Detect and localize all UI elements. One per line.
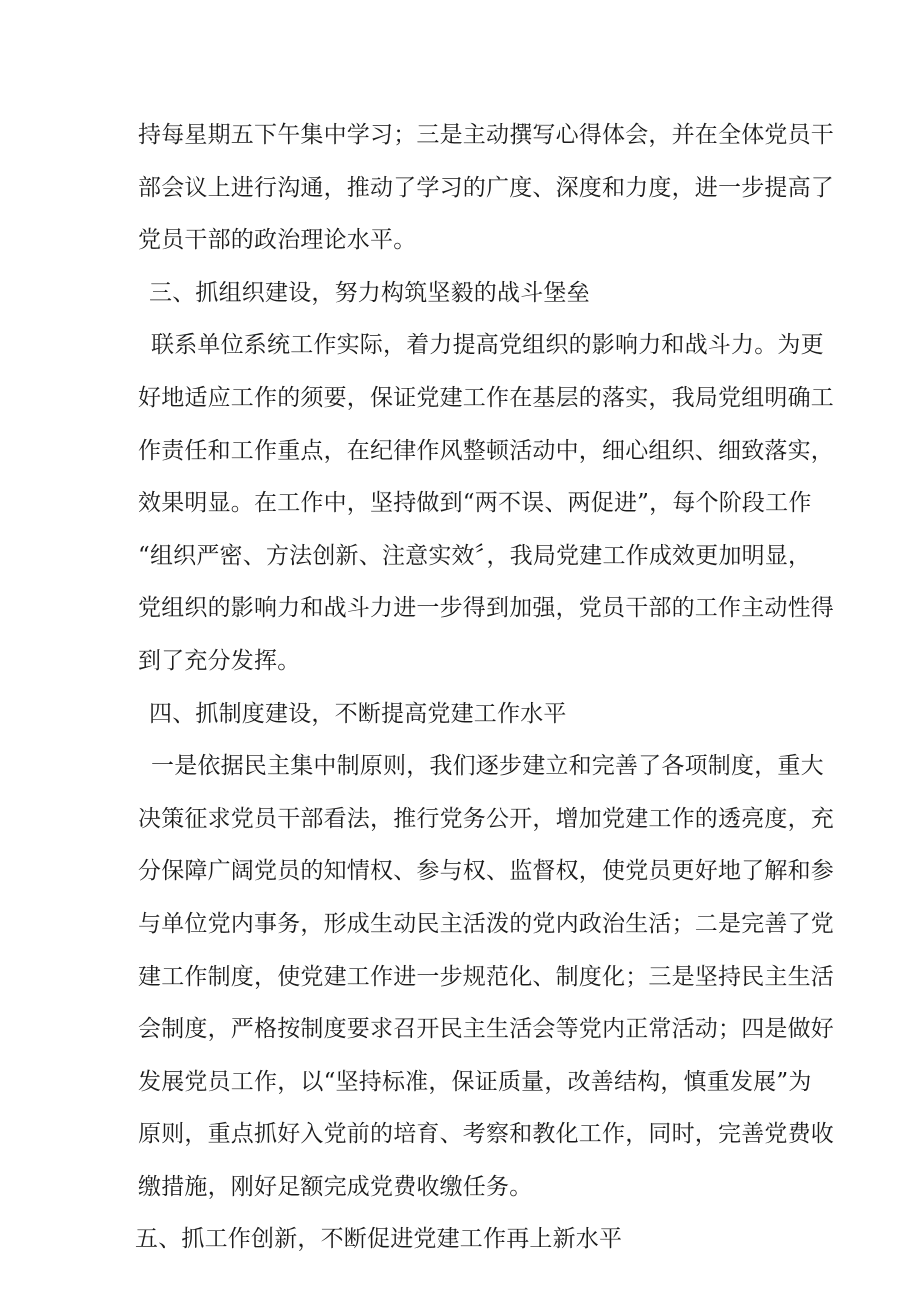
text-line: 持每星期五下午集中学习；三是主动撰写心得体会，并在全体党员干 (138, 122, 834, 148)
text-line: 作责任和工作重点，在纪律作风整顿活动中，细心组织、细致落实， (138, 437, 834, 464)
text-line: 党组织的影响力和战斗力进一步得到加强，党员干部的工作主动性得 (138, 595, 834, 622)
text-line: 部会议上进行沟通，推动了学习的广度、深度和力度，进一步提高了 (138, 174, 834, 201)
text-line: 分保障广阔党员的知情权、参与权、监督权，使党员更好地了解和参 (138, 858, 834, 885)
text-line: 好地适应工作的须要，保证党建工作在基层的落实，我局党组明确工 (138, 384, 834, 411)
text-line: 会制度，严格按制度要求召开民主生活会等党内正常活动；四是做好 (138, 1016, 834, 1043)
section-heading: 四、抓制度建设，不断提高党建工作水平 (149, 700, 567, 727)
section-heading: 五、抓工作创新，不断促进党建工作再上新水平 (135, 1226, 623, 1253)
text-line: 建工作制度，使党建工作进一步规范化、制度化；三是坚持民主生活 (138, 963, 834, 990)
section-heading: 三、抓组织建设，努力构筑坚毅的战斗堡垒 (149, 279, 590, 306)
text-line: 联系单位系统工作实际，着力提高党组织的影响力和战斗力。为更 (151, 332, 824, 359)
text-line: 到了充分发挥。 (138, 647, 301, 674)
text-line: “组织严密、方法创新、注意实效〞，我局党建工作成效更加明显， (138, 542, 812, 569)
text-line: 发展党员工作，以“坚持标准，保证质量，改善结构，慎重发展”为 (138, 1068, 812, 1095)
text-line: 一是依据民主集中制原则，我们逐步建立和完善了各项制度，重大 (151, 753, 824, 780)
document-body (135, 109, 834, 1266)
text-line: 决策征求党员干部看法，推行党务公开，增加党建工作的透亮度，充 (138, 805, 834, 832)
text-line: 缴措施，刚好足额完成党费收缴任务。 (138, 1173, 533, 1200)
text-line: 与单位党内事务，形成生动民主活泼的党内政治生活；二是完善了党 (138, 910, 834, 937)
text-line: 效果明显。在工作中，坚持做到“两不误、两促进”，每个阶段工作 (138, 490, 812, 517)
text-line: 党员干部的政治理论水平。 (138, 227, 417, 254)
text-line: 原则，重点抓好入党前的培育、考察和教化工作，同时，完善党费收 (138, 1121, 834, 1148)
